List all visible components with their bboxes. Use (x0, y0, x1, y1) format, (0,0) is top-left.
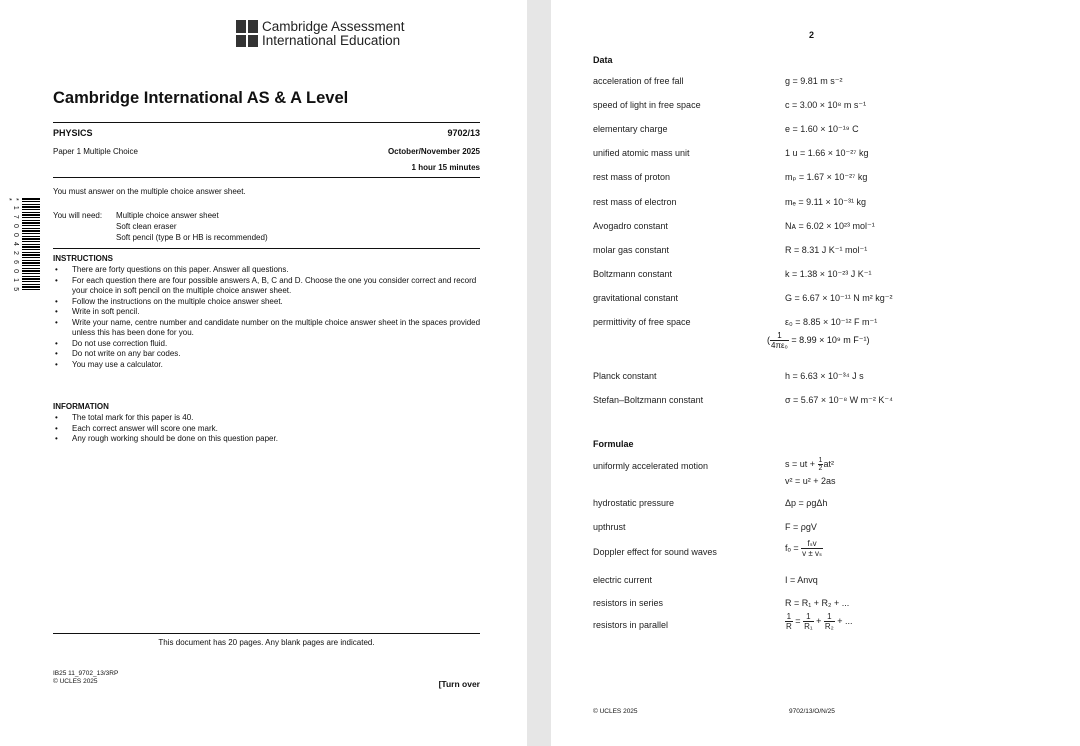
instruction-item: • For each question there are four possible answers A, B, C and D. Choose the one you consider correct and record your choice in soft pencil on the multiple choice answer sheet. (53, 276, 483, 297)
numerator: 1 (803, 612, 813, 622)
permittivity-alt (767, 331, 870, 350)
data-formulae-page (551, 0, 1080, 746)
formula-value (785, 612, 853, 631)
page-number: 2 (809, 30, 815, 40)
formula-part: s = ut + (785, 458, 818, 469)
constant-value: c = 3.00 × 10⁸ m s⁻¹ (785, 100, 867, 110)
formula-value: R = R₁ + R₂ + ... (785, 598, 850, 608)
pages-note: This document has 20 pages. Any blank pages are indicated. (158, 638, 375, 647)
formula-name: upthrust (593, 522, 626, 532)
instruction-item: • There are forty questions on this paper. Answer all questions. (53, 265, 483, 276)
numerator: 1 (824, 612, 835, 622)
barcode-number: * 1 7 0 0 4 2 6 0 1 5 * (5, 198, 19, 293)
constant-name: acceleration of free fall (593, 76, 684, 86)
logo-line-1: Cambridge Assessment (262, 19, 405, 34)
formula-name: resistors in series (593, 598, 664, 608)
permittivity-alt-value: = 8.99 × 10⁹ m F⁻¹) (791, 334, 870, 345)
formula-value: I = Anvq (785, 575, 818, 585)
need-item: Multiple choice answer sheet (116, 211, 219, 220)
constant-value: g = 9.81 m s⁻² (785, 76, 843, 86)
instructions-rule (53, 248, 480, 249)
fraction (803, 612, 813, 631)
constant-name: permittivity of free space (593, 317, 691, 327)
constant-name: gravitational constant (593, 293, 679, 303)
formula-part: + (816, 615, 822, 626)
numerator: 1 (786, 612, 792, 621)
formula-name: uniformly accelerated motion (593, 461, 709, 471)
formula-name: electric current (593, 575, 653, 585)
need-item: Soft clean eraser (116, 222, 177, 231)
denominator: 2 (818, 465, 823, 472)
fraction (785, 612, 793, 631)
constant-name: rest mass of electron (593, 197, 677, 207)
cover-page (0, 0, 527, 746)
formula-part: fₒ = (785, 542, 799, 553)
will-need-list (116, 210, 268, 243)
title-rule (53, 122, 480, 123)
need-item: Soft pencil (type B or HB is recommended) (116, 233, 268, 242)
formula-value: F = ρgV (785, 522, 817, 532)
exam-session: October/November 2025 (387, 147, 480, 156)
instruction-item: • Write your name, centre number and candidate number on the multiple choice answer sheet in the spaces provided unless this has been done for you. (53, 318, 483, 339)
paper-code: 9702/13/O/N/25 (789, 708, 835, 715)
constant-name: Avogadro constant (593, 221, 668, 231)
numerator: fₛv (801, 539, 823, 549)
denominator: 4πε₀ (771, 341, 788, 350)
formula-value: Δp = ρgΔh (785, 498, 828, 508)
constant-value: R = 8.31 J K⁻¹ mol⁻¹ (785, 245, 868, 255)
constant-name: speed of light in free space (593, 100, 701, 110)
syllabus-code: 9702/13 (447, 128, 480, 138)
subject: PHYSICS (53, 128, 93, 138)
constant-name: rest mass of proton (593, 172, 671, 182)
information-item: • Any rough working should be done on this question paper. (53, 434, 483, 445)
answer-sheet-note: You must answer on the multiple choice answer sheet. (53, 187, 246, 196)
fraction (770, 331, 789, 350)
instruction-item: • Write in soft pencil. (53, 307, 483, 318)
denominator: v ± vₛ (802, 549, 822, 558)
qualification-title: Cambridge International AS & A Level (53, 89, 349, 107)
constant-value: mₑ = 9.11 × 10⁻³¹ kg (785, 197, 866, 207)
numerator: 1 (770, 331, 789, 341)
will-need-label: You will need: (53, 211, 103, 220)
cambridge-logo (236, 20, 405, 48)
constant-value: mₚ = 1.67 × 10⁻²⁷ kg (785, 172, 868, 182)
constant-value: e = 1.60 × 10⁻¹⁹ C (785, 124, 859, 134)
numerator: 1 (818, 457, 823, 464)
constant-value: h = 6.63 × 10⁻³⁴ J s (785, 371, 864, 381)
constant-value: G = 6.67 × 10⁻¹¹ N m² kg⁻² (785, 293, 893, 303)
constant-name: Stefan–Boltzmann constant (593, 395, 704, 405)
formula-name: resistors in parallel (593, 620, 669, 630)
formulae-heading: Formulae (593, 439, 634, 449)
constant-name: Boltzmann constant (593, 269, 673, 279)
fraction (801, 539, 823, 558)
paper-name: Paper 1 Multiple Choice (53, 147, 138, 156)
constant-value: ε₀ = 8.85 × 10⁻¹² F m⁻¹ (785, 317, 878, 327)
copyright: © UCLES 2025 (593, 708, 638, 715)
crest-icon (236, 20, 258, 47)
formula-value (785, 539, 823, 558)
information-list (53, 413, 483, 445)
instructions-list (53, 265, 483, 370)
instruction-item: • Follow the instructions on the multiple choice answer sheet. (53, 297, 483, 308)
exam-duration: 1 hour 15 minutes (411, 163, 480, 172)
formula-value: v² = u² + 2as (785, 476, 836, 486)
constant-value: σ = 5.67 × 10⁻⁸ W m⁻² K⁻⁴ (785, 395, 894, 405)
formula-value (785, 457, 834, 472)
constant-name: Planck constant (593, 371, 657, 381)
information-heading: INFORMATION (53, 402, 109, 411)
constant-name: unified atomic mass unit (593, 148, 690, 158)
barcode (22, 198, 40, 290)
formula-part: = (795, 615, 801, 626)
instruction-item: • You may use a calculator. (53, 360, 483, 371)
instruction-item: • Do not use correction fluid. (53, 339, 483, 350)
information-item: • Each correct answer will score one mark. (53, 424, 483, 435)
denominator: R (786, 622, 792, 631)
instructions-heading: INSTRUCTIONS (53, 254, 113, 263)
constant-value: 1 u = 1.66 × 10⁻²⁷ kg (785, 148, 869, 158)
formula-part: at² (823, 458, 834, 469)
instruction-item: • Do not write on any bar codes. (53, 349, 483, 360)
constant-value: Nᴀ = 6.02 × 10²³ mol⁻¹ (785, 221, 875, 231)
copyright: © UCLES 2025 (53, 678, 98, 685)
data-heading: Data (593, 55, 613, 65)
logo-line-2: International Education (262, 33, 401, 48)
formula-part: + ... (837, 615, 853, 626)
formula-name: hydrostatic pressure (593, 498, 675, 508)
denominator: R₂ (824, 622, 834, 631)
denominator: R₁ (804, 622, 813, 631)
paren-open: ( (767, 334, 770, 345)
print-code: IB25 11_9702_13/3RP (53, 670, 119, 677)
header-rule (53, 177, 480, 178)
constant-name: elementary charge (593, 124, 668, 134)
turn-over: [Turn over (438, 679, 480, 689)
fraction (824, 612, 835, 631)
constant-value: k = 1.38 × 10⁻²³ J K⁻¹ (785, 269, 872, 279)
footer-rule (53, 633, 480, 634)
information-item: • The total mark for this paper is 40. (53, 413, 483, 424)
constant-name: molar gas constant (593, 245, 670, 255)
formula-name: Doppler effect for sound waves (593, 547, 717, 557)
